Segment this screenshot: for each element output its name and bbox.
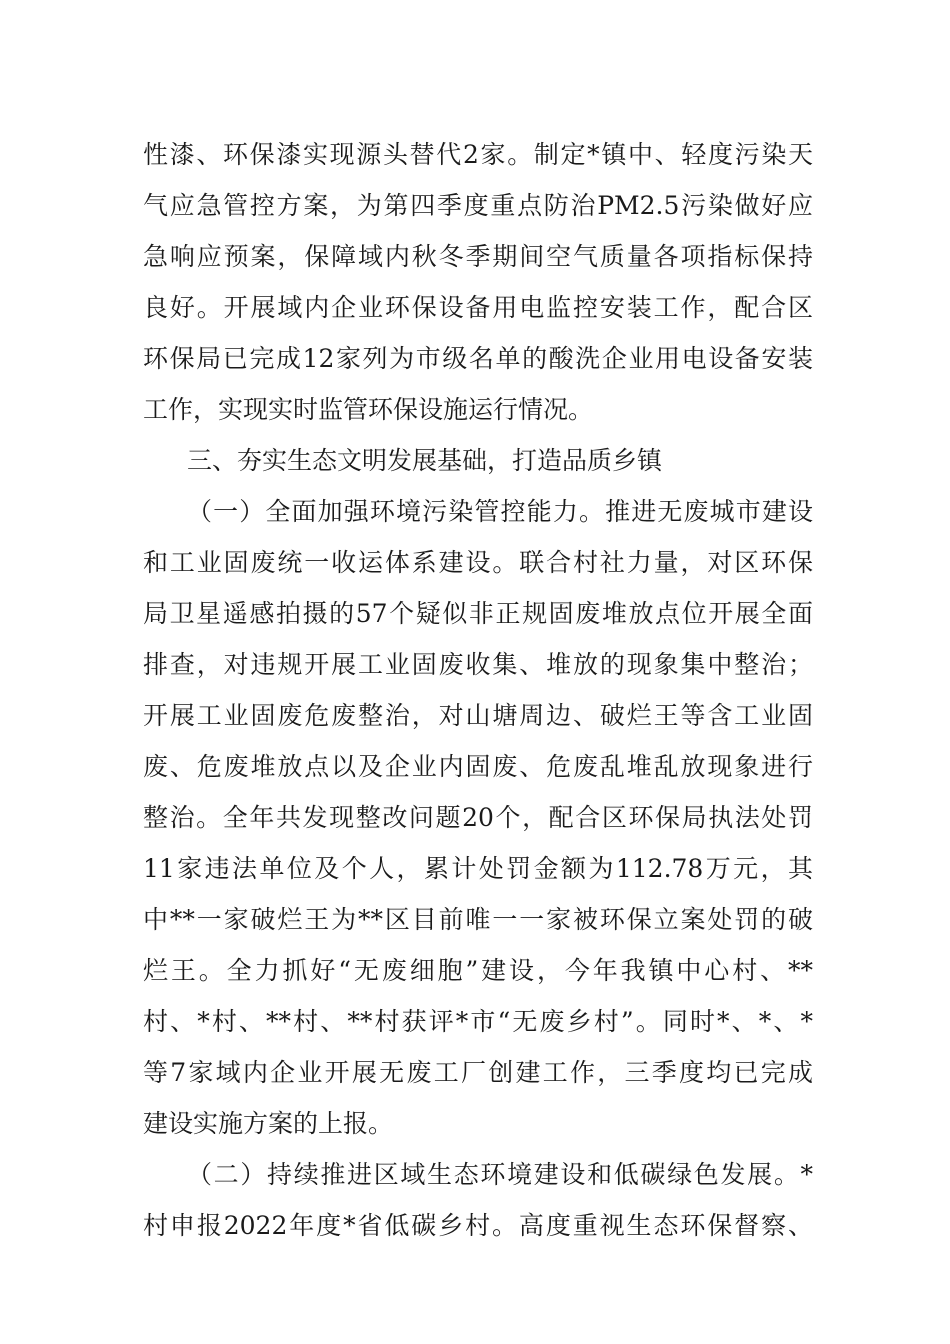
paragraph-line: 烂王。全力抓好“无废细胞”建设，今年我镇中心村、**	[143, 956, 813, 985]
paragraph-line: 性漆、环保漆实现源头替代2家。制定*镇中、轻度污染天	[143, 140, 813, 169]
paragraph-line: 工作，实现实时监管环保设施运行情况。	[143, 395, 594, 424]
paragraph-line: 村、*村、**村、**村获评*市“无废乡村”。同时*、*、*	[143, 1007, 813, 1036]
paragraph-line: 村申报2022年度*省低碳乡村。高度重视生态环保督察、	[143, 1211, 813, 1240]
paragraph-line: 急响应预案，保障域内秋冬季期间空气质量各项指标保持	[143, 242, 813, 271]
paragraph-line: 等7家域内企业开展无废工厂创建工作，三季度均已完成	[143, 1058, 813, 1087]
paragraph-line: 11家违法单位及个人，累计处罚金额为112.78万元，其	[143, 854, 813, 883]
paragraph-line: 开展工业固废危废整治，对山塘周边、破烂王等含工业固	[143, 701, 813, 730]
paragraph-line: 局卫星遥感拍摄的57个疑似非正规固废堆放点位开展全面	[143, 599, 813, 628]
paragraph-line: 环保局已完成12家列为市级名单的酸洗企业用电设备安装	[143, 344, 813, 373]
paragraph-line: 气应急管控方案，为第四季度重点防治PM2.5污染做好应	[143, 191, 813, 220]
paragraph-line: 良好。开展域内企业环保设备用电监控安装工作，配合区	[143, 293, 813, 322]
paragraph-line: 废、危废堆放点以及企业内固废、危废乱堆乱放现象进行	[143, 752, 813, 781]
paragraph-line: 和工业固废统一收运体系建设。联合村社力量，对区环保	[143, 548, 813, 577]
paragraph-line: （一）全面加强环境污染管控能力。推进无废城市建设	[187, 497, 813, 526]
paragraph-line: （二）持续推进区域生态环境建设和低碳绿色发展。*	[187, 1160, 813, 1189]
paragraph-line: 排查，对违规开展工业固废收集、堆放的现象集中整治；	[143, 650, 813, 679]
paragraph-line: 建设实施方案的上报。	[143, 1109, 394, 1138]
paragraph-line: 整治。全年共发现整改问题20个，配合区环保局执法处罚	[143, 803, 813, 832]
section-heading: 三、夯实生态文明发展基础，打造品质乡镇	[187, 446, 663, 475]
paragraph-line: 中**一家破烂王为**区目前唯一一家被环保立案处罚的破	[143, 905, 813, 934]
